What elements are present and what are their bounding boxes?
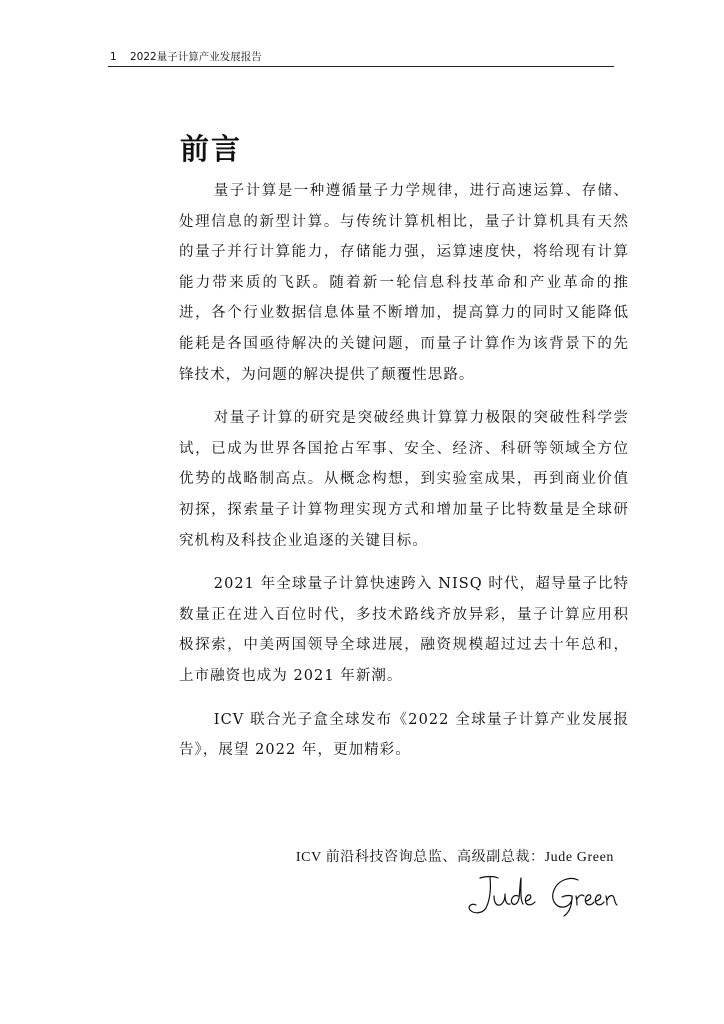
signature-line: ICV 前沿科技咨询总监、高级副总裁：Jude Green — [295, 850, 614, 865]
header-title: 2022量子计算产业发展报告 — [130, 51, 262, 63]
paragraph-1: 量子计算是一种遵循量子力学规律，进行高速运算、存储、处理信息的新型计算。与传统计算机相比，量子计算机具有天然的量子并行计算能力，存储能力强，运算速度快，将给现有计算能力带来质的飞跃。随着新一轮信息科技革命和产业革命的推进，各个行业数据信息体量不断增加，提高算力的同时又能降低能耗是各国亟待解决的关键问题，而量子计算作为该背景下的先锋技术，为问题的解决提供了颠覆性思路。 — [179, 183, 629, 383]
paragraph-2: 对量子计算的研究是突破经典计算算力极限的突破性科学尝试，已成为世界各国抢占军事、安全、经济、科研等领域全方位优势的战略制高点。从概念构想，到实验室成果，再到商业价值初探，探索量子计算物理实现方式和增加量子比特数量是全球研究机构及科技企业追逐的关键目标。 — [179, 410, 629, 549]
paragraph-3: 2021 年全球量子计算快速跨入 NISQ 时代，超导量子比特数量正在进入百位时代，多技术路线齐放异彩，量子计算应用积极探索，中美两国领导全球进展，融资规模超过过去十年总和，上市融资也成为 2021 年新潮。 — [179, 576, 629, 684]
preface-body — [179, 176, 629, 766]
paragraph-4: ICV 联合光子盒全球发布《2022 全球量子计算产业发展报告》，展望 2022 年，更加精彩。 — [179, 711, 629, 759]
page-header — [108, 50, 614, 67]
handwritten-signature — [460, 872, 618, 918]
page-number: 1 — [110, 51, 117, 63]
page-title: 前言 — [180, 132, 243, 166]
